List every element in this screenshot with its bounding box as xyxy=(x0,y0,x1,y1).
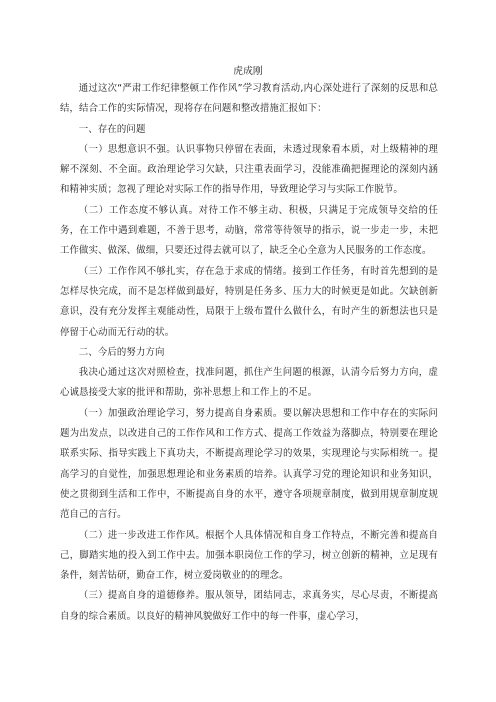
problem-paragraph-1: （一）思想意识不强。认识事物只停留在表面，未透过现象看本质，对上级精神的理解不深刻、不全面。政治理论学习欠缺，只注重表面学习，没能准确把握理论的深刻内涵和精神实质；忽视了理论对实际工作的指导作用，导致理论学习与实际工作脱节。 xyxy=(60,143,438,196)
author-name: 虎成刚 xyxy=(233,66,263,77)
document-body xyxy=(60,79,438,627)
problem-paragraph-3: （三）工作作风不够扎实，存在急于求成的情绪。接到工作任务，有时首先想到的是怎样尽快完成，而不是怎样做到最好，特别是任务多、压力大的时候更是如此。欠缺创新意识，没有充分发挥主观能动性，局限于上级布置什么做什么，有时产生的新想法也只是停留于心动而无行动的状。 xyxy=(60,265,438,338)
problem-paragraph-2: （二）工作态度不够认真。对待工作不够主动、积极，只满足于完成领导交给的任务，在工作中遇到难题，不善于思考，动脑，常常等待领导的指示，说一步走一步，未把工作做实、做深、做细，只要还过得去就可以了，缺乏全心全意为人民服务的工作态度。 xyxy=(60,204,438,257)
direction-paragraph-3: （三）提高自身的道德修养。服从领导，团结同志，求真务实，尽心尽责，不断提高自身的综合素质。以良好的精神风貌做好工作中的每一件事，虚心学习， xyxy=(60,590,438,622)
direction-paragraph-1: （一）加强政治理论学习，努力提高自身素质。要以解决思想和工作中存在的实际问题为出发点，以改进自己的工作作风和工作方式、提高工作效益为落脚点，特别要在理论联系实际、指导实践上下真功夫，不断提高理论学习的效果，实现理论与实际相统一。提高学习的自觉性，加强思想理论和业务素质的培养。认真学习党的理论知识和业务知识，使之贯彻到生活和工作中，不断提高自身的水平，遵守各项规章制度，做到用规章制度规范自己的言行。 xyxy=(60,407,438,521)
direction-paragraph-2: （二）进一步改进工作作风。根据个人具体情况和自身工作特点，不断完善和提高自己，脚踏实地的投入到工作中去。加强本职岗位工作的学习，树立创新的精神，立足现有条件，刻苦钻研，勤奋工作，树立爱岗敬业的的理念。 xyxy=(60,529,438,582)
intro-paragraph: 通过这次“严肃工作纪律整顿工作作风”学习教育活动,内心深处进行了深刻的反思和总结，结合工作的实际情况，现将存在问题和整改措施汇报如下： xyxy=(60,83,438,115)
section-heading-problems: 一、存在的问题 xyxy=(78,123,146,135)
section-heading-direction: 二、今后的努力方向 xyxy=(78,346,165,358)
direction-intro-paragraph: 我决心通过这次对照检查，找准问题，抓住产生问题的根源，认清今后努力方向，虚心诚恳接受大家的批评和帮助，弥补思想上和工作上的不足。 xyxy=(60,367,438,399)
